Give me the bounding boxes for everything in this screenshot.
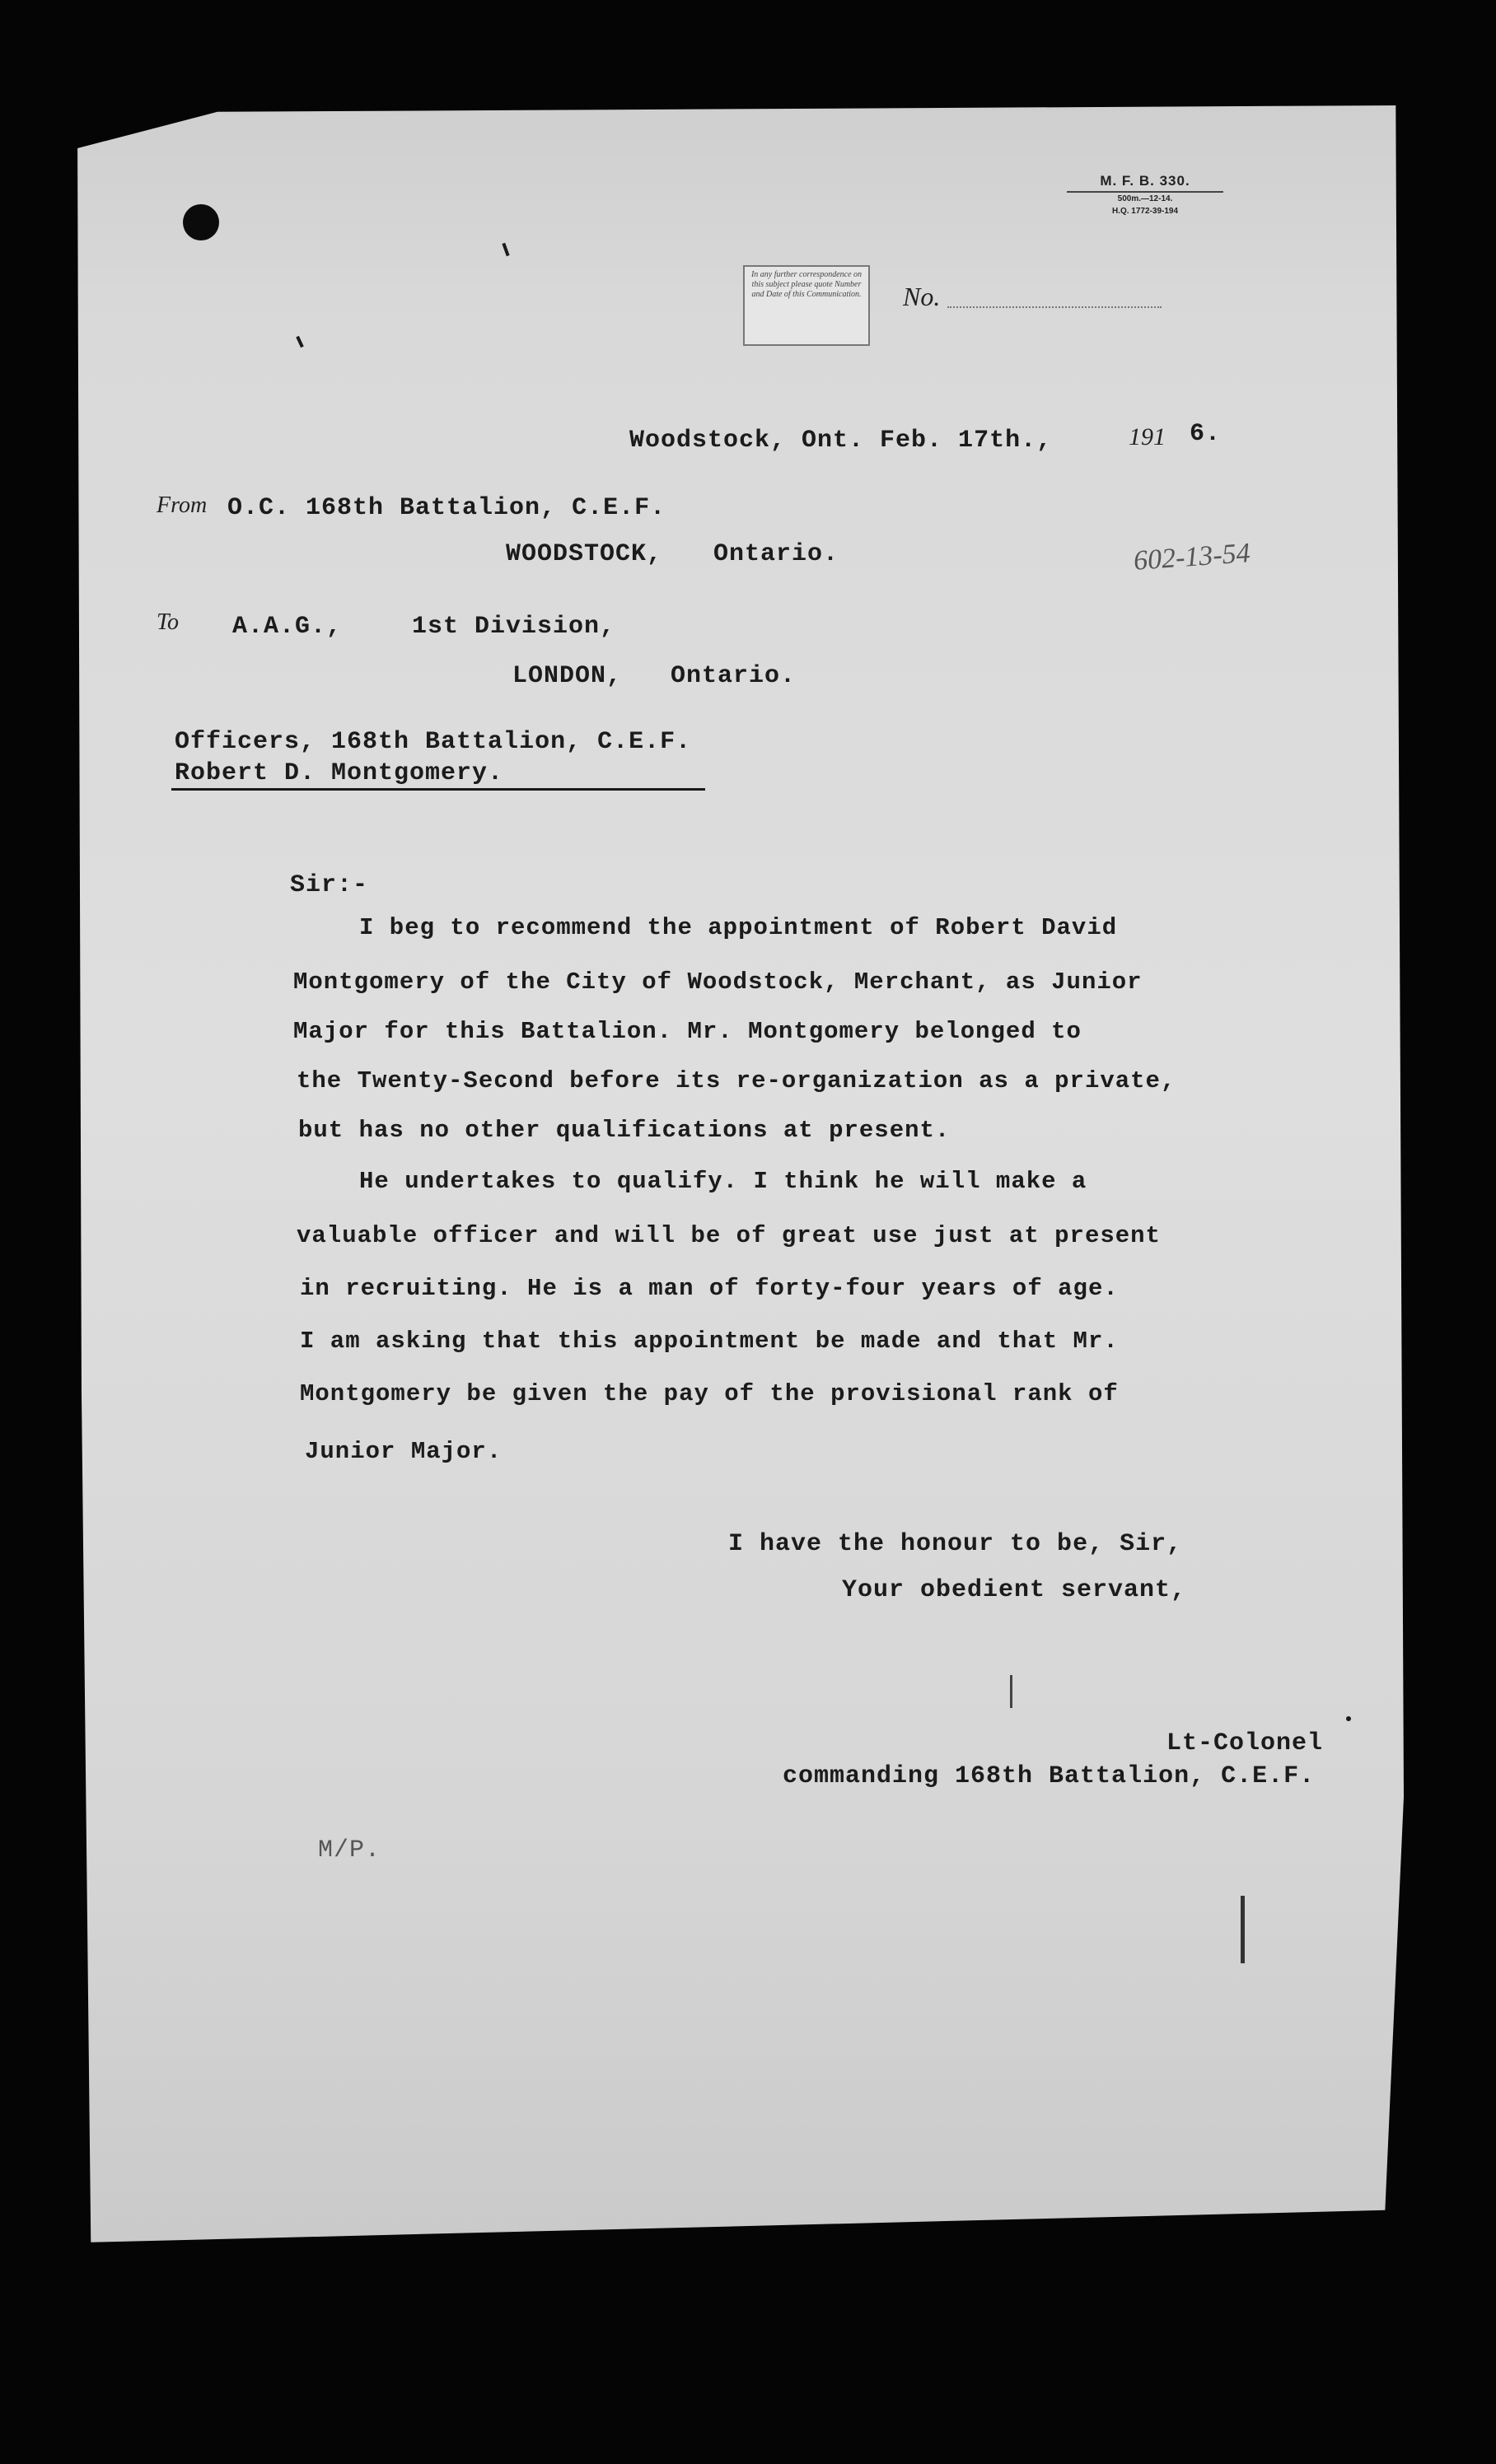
form-print-run: 500m.—12-14. [1117,194,1173,203]
typist-initials: M/P. [318,1836,381,1864]
form-hq-number: H.Q. 1772-39-194 [1111,207,1179,216]
body-line: valuable officer and will be of great use just at present [297,1222,1161,1249]
form-reference [1067,173,1223,217]
body-line: He undertakes to qualify. I think he will make a [359,1168,1087,1195]
from-name: O.C. 168th Battalion, C.E.F. [227,494,666,522]
to-division: 1st Division, [412,613,616,641]
form-code: M. F. B. 330. [1067,173,1223,193]
salutation: Sir:- [290,871,369,899]
to-city: LONDON, [512,662,623,690]
reference-pencil-note: 602-13-54 [1132,538,1251,576]
scan-speck [1241,1896,1245,1963]
to-province: Ontario. [671,662,797,690]
to-label: To [157,609,180,635]
subject-line-1: Officers, 168th Battalion, C.E.F. [175,728,692,756]
closing-line-2: Your obedient servant, [842,1576,1187,1604]
body-line: Montgomery of the City of Woodstock, Merchant, as Junior [293,968,1143,996]
number-line [947,306,1162,308]
year-prefix: 191 [1129,423,1166,450]
from-city: WOODSTOCK, [506,540,663,568]
body-line: Montgomery be given the pay of the provisional rank of [300,1380,1119,1407]
subject-line-2: Robert D. Montgomery. [175,759,504,787]
signature-title: Lt-Colonel [1166,1729,1324,1757]
body-line: I am asking that this appointment be made and that Mr. [300,1328,1119,1355]
body-line: Junior Major. [305,1438,503,1465]
subject-underline [171,788,705,791]
from-label: From [157,492,208,518]
scan-speck [1346,1716,1351,1721]
punch-hole [183,204,219,240]
body-line: in recruiting. He is a man of forty-four years of age. [300,1275,1119,1302]
signature-unit: commanding 168th Battalion, C.E.F. [783,1762,1316,1790]
number-label: No. [903,282,941,311]
body-line: Major for this Battalion. Mr. Montgomery belonged to [293,1018,1082,1045]
from-province: Ontario. [713,540,839,568]
reference-stamp: In any further correspondence on this subject please quote Number and Date of this Communication. [743,265,870,346]
place-date: Woodstock, Ont. Feb. 17th., [629,427,1053,455]
year-suffix: 6. [1190,420,1222,448]
scan-speck [1010,1675,1012,1708]
body-line: I beg to recommend the appointment of Robert David [359,914,1118,941]
body-line: but has no other qualifications at present. [298,1117,951,1144]
body-line: the Twenty-Second before its re-organization as a private, [297,1067,1176,1094]
to-name: A.A.G., [232,613,343,641]
closing-line-1: I have the honour to be, Sir, [728,1530,1183,1558]
